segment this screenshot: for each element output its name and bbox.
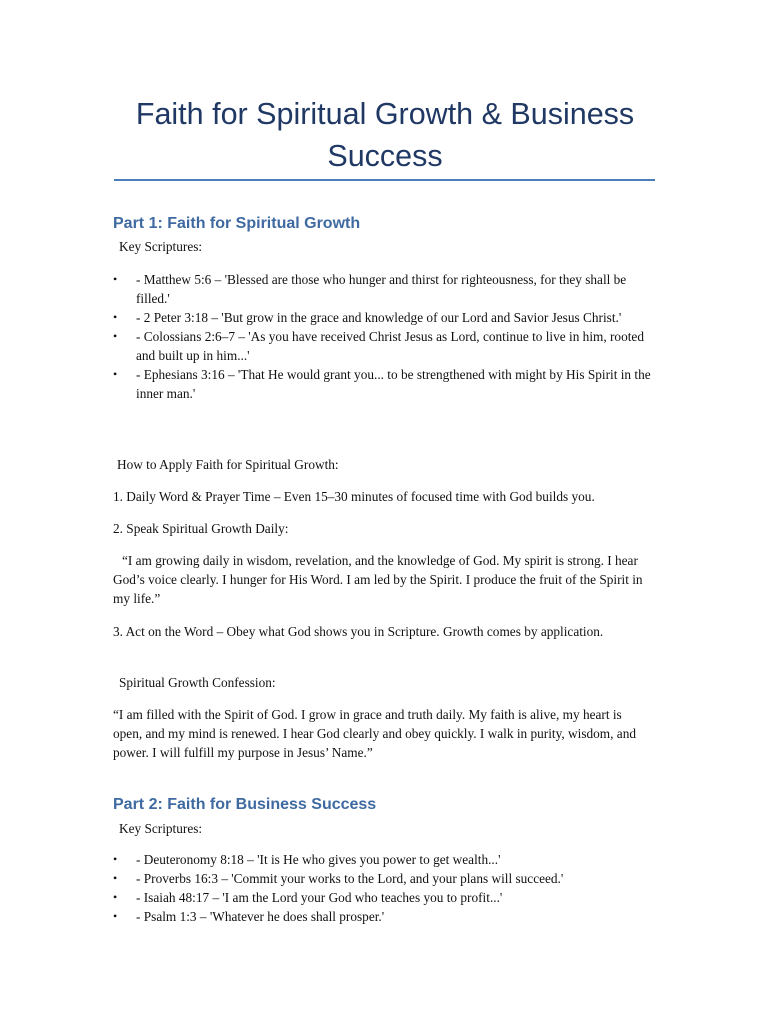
bullet-icon: • [113,890,118,904]
part1-key-scriptures-label: Key Scriptures: [119,239,203,254]
document-title: Faith for Spiritual Growth & Business Success [135,97,635,173]
part2-scripture-list [113,850,658,926]
bullet-icon: • [113,310,118,324]
scripture-item [113,869,658,888]
scripture-item [113,327,658,365]
scripture-item [113,888,658,907]
part2-heading: Part 2: Faith for Business Success [113,796,377,813]
step-2: 2. Speak Spiritual Growth Daily: [113,521,289,536]
step-2-quote: “I am growing daily in wisdom, revelation, and the knowledge of God. My spirit is strong. I hear God’s voice clearly. I hunger for His Word. I am led by the Spirit. I produce the fruit of the Spirit in my life.” [113,553,643,606]
scripture-text: - Ephesians 3:16 – 'That He would grant you... to be strengthened with might by His Spirit in the inner man.' [136,367,651,401]
part1-heading: Part 1: Faith for Spiritual Growth [113,215,361,232]
bullet-icon: • [113,852,118,866]
bullet-icon: • [113,909,118,923]
scripture-item [113,308,658,327]
scripture-text: - Matthew 5:6 – 'Blessed are those who hunger and thirst for righteousness, for they shall be filled.' [136,272,627,306]
bullet-icon: • [113,329,118,343]
part2-key-scriptures-label: Key Scriptures: [119,821,203,836]
scripture-item [113,270,658,308]
scripture-text: - Proverbs 16:3 – 'Commit your works to the Lord, and your plans will succeed.' [136,871,564,886]
bullet-icon: • [113,367,118,381]
bullet-icon: • [113,272,118,286]
scripture-item [113,850,658,869]
scripture-item [113,365,658,403]
part1-scripture-list [113,270,658,403]
confession-label: Spiritual Growth Confession: [119,675,276,690]
how-to-apply-label: How to Apply Faith for Spiritual Growth: [117,457,339,472]
title-divider [114,179,655,181]
scripture-text: - Deuteronomy 8:18 – 'It is He who gives you power to get wealth...' [136,852,501,867]
scripture-text: - Colossians 2:6–7 – 'As you have received Christ Jesus as Lord, continue to live in him, rooted and built up in him...' [136,329,644,363]
scripture-item [113,907,658,926]
step-3: 3. Act on the Word – Obey what God shows you in Scripture. Growth comes by application. [113,624,604,639]
bullet-icon: • [113,871,118,885]
confession-text: “I am filled with the Spirit of God. I grow in grace and truth daily. My faith is alive, my heart is open, and my mind is renewed. I hear God clearly and obey quickly. I walk in purity, wisdom, and power. I will fulfill my purpose in Jesus’ Name.” [113,707,636,760]
scripture-text: - Psalm 1:3 – 'Whatever he does shall prosper.' [136,909,385,924]
scripture-text: - 2 Peter 3:18 – 'But grow in the grace and knowledge of our Lord and Savior Jesus Christ.' [136,310,622,325]
step-1: 1. Daily Word & Prayer Time – Even 15–30 minutes of focused time with God builds you. [113,489,595,504]
scripture-text: - Isaiah 48:17 – 'I am the Lord your God who teaches you to profit...' [136,890,503,905]
